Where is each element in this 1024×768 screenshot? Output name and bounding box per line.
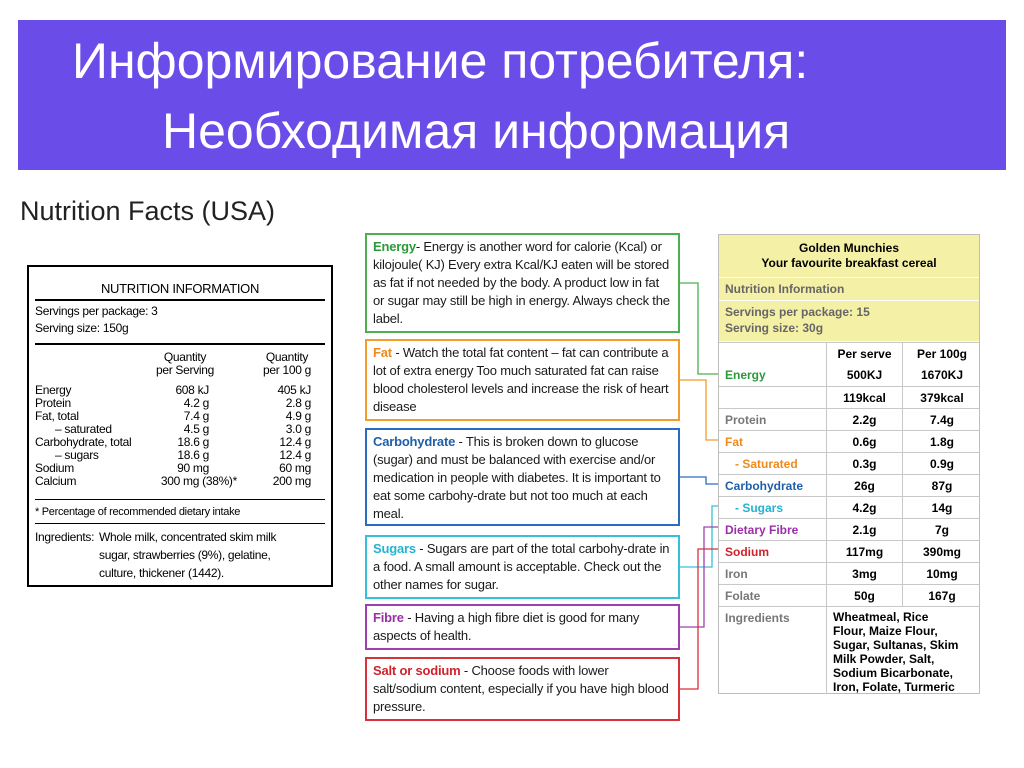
- gm-row-per-serve: 3mg: [827, 563, 903, 584]
- explanation-fibre: [365, 604, 680, 650]
- explanation-text: - Choose foods with lower salt/sodium content, especially if you have high blood pressure.: [373, 663, 669, 714]
- connector-carbohydrate: [680, 477, 722, 484]
- gm-ingredients-label: Ingredients: [719, 607, 827, 694]
- us-col1-head-2: per Serving: [155, 363, 215, 377]
- explanation-keyword: Carbohydrate: [373, 434, 456, 449]
- title-bar: [18, 20, 1006, 170]
- us-row-name: Carbohydrate, total: [35, 435, 132, 449]
- explanation-energy: [365, 233, 680, 333]
- gm-ingredients-line: Flour, Maize Flour,: [833, 624, 938, 638]
- gm-row-per-100g: 10mg: [926, 566, 958, 581]
- us-col2-head-2: per 100 g: [262, 363, 311, 377]
- us-row-name: Sodium: [35, 461, 74, 475]
- gm-row-name: Sodium: [719, 541, 827, 562]
- gm-row-energy-kj: [719, 364, 979, 386]
- gm-row-name: Fat: [719, 431, 827, 452]
- gm-row-name: Folate: [719, 585, 827, 606]
- gm-row-per-serve: 117mg: [827, 541, 903, 562]
- gm-col-per-serve: Per serve: [827, 343, 903, 364]
- us-col1-head-1: Quantity: [163, 350, 207, 364]
- explanation-carbohydrate: [365, 428, 680, 526]
- gm-row-per-serve: 50g: [827, 585, 903, 606]
- us-col2-head-1: Quantity: [265, 350, 309, 364]
- explanation-text: - Having a high fibre diet is good for many aspects of health.: [373, 610, 640, 643]
- gm-row-per-100g: 379kcal: [920, 390, 964, 405]
- gm-servings: [719, 301, 979, 341]
- gm-row-folate: [719, 584, 979, 606]
- gm-header-blank: [719, 343, 827, 364]
- us-row-name: Calcium: [35, 474, 77, 488]
- gm-product-tagline: Your favourite breakfast cereal: [761, 256, 937, 270]
- gm-row-sugars: [719, 496, 979, 518]
- us-row-name: – saturated: [55, 422, 112, 436]
- us-row-name: Fat, total: [35, 409, 79, 423]
- explanation-keyword: Salt or sodium: [373, 663, 461, 678]
- gm-ingredients-line: Iron, Folate, Turmeric: [833, 680, 955, 694]
- us-row-per-serving: 608 kJ: [175, 383, 209, 397]
- connector-sugars: [680, 506, 722, 567]
- us-row-per-100g: 200 mg: [272, 474, 311, 488]
- us-row-per-100g: 3.0 g: [285, 422, 311, 436]
- gm-row-name: Dietary Fibre: [719, 519, 827, 540]
- gm-row-per-serve: 0.6g: [827, 431, 903, 452]
- gm-row-per-100g: 7.4g: [929, 412, 954, 427]
- gm-row-name: [719, 387, 827, 408]
- gm-row-name: Carbohydrate: [719, 475, 827, 496]
- gm-ingredients-line: Sodium Bicarbonate,: [833, 666, 954, 680]
- gm-row-name: Energy: [719, 364, 827, 386]
- us-row-per-serving: 300 mg (38%)*: [160, 474, 237, 488]
- us-row-per-serving: 7.4 g: [183, 409, 209, 423]
- gm-servings-per-package: Servings per package: 15: [725, 305, 870, 319]
- gm-ingredients-line: Wheatmeal, Rice: [833, 610, 929, 624]
- us-label-rule: [35, 343, 325, 345]
- us-row-per-100g: 4.9 g: [285, 409, 311, 423]
- gm-nutrition-info: Nutrition Information: [719, 278, 979, 300]
- gm-row-name: - Saturated: [719, 453, 827, 474]
- connector-energy: [680, 283, 722, 374]
- us-label-rule: [35, 299, 325, 301]
- gm-row-sodium: [719, 540, 979, 562]
- gm-row-iron: [719, 562, 979, 584]
- us-row-name: – sugars: [55, 448, 99, 462]
- gm-row-per-100g: 1670KJ: [920, 368, 964, 382]
- gm-row-dietary-fibre: [719, 518, 979, 540]
- us-row-per-100g: 12.4 g: [279, 435, 311, 449]
- us-serving-size: Serving size: 150g: [35, 321, 129, 335]
- explanation-text: - Sugars are part of the total carbohy-drate in a food. A small amount is acceptable. Check out the other names for sugar.: [373, 541, 670, 592]
- gm-ingredients-text: [833, 610, 979, 694]
- gm-row-per-100g: 167g: [928, 588, 956, 603]
- us-label-title: NUTRITION INFORMATION: [100, 281, 260, 296]
- us-row-per-100g: 60 mg: [279, 461, 311, 475]
- gm-row-energy-kcal: [719, 386, 979, 408]
- gm-row-per-serve: 2.2g: [827, 409, 903, 430]
- us-row-per-100g: 12.4 g: [279, 448, 311, 462]
- gm-row-fat: [719, 430, 979, 452]
- us-row-per-serving: 18.6 g: [177, 435, 209, 449]
- slide-title-line2: Необходимая информация: [162, 103, 791, 159]
- explanation-fat: [365, 339, 680, 421]
- gm-row-saturated: [719, 452, 979, 474]
- gm-row-protein: [719, 408, 979, 430]
- gm-row-per-100g: 1.8g: [929, 434, 954, 449]
- gm-column-header-row: [719, 342, 979, 364]
- slide-subtitle: Nutrition Facts (USA): [20, 196, 276, 226]
- explanation-keyword: Fat: [373, 345, 392, 360]
- explanation-text: - Energy is another word for calorie (Kcal) or kilojoule( KJ) Every extra Kcal/KJ eaten will be stored as fat if not needed by the body. A product low in fat or sugar may still be high in energy. Always check the label.: [373, 239, 670, 326]
- us-ingredients-line: culture, thickener (1442).: [99, 566, 224, 580]
- explanation-salt-sodium: [365, 657, 680, 721]
- gm-product-name: Golden Munchies: [798, 241, 899, 255]
- connector-fat: [680, 380, 722, 440]
- gm-serving-size: Serving size: 30g: [725, 321, 824, 335]
- us-label-rule: [35, 499, 325, 500]
- gm-row-per-100g: 87g: [931, 478, 953, 493]
- gm-row-ingredients: [719, 606, 979, 694]
- us-row-per-serving: 4.5 g: [183, 422, 209, 436]
- gm-row-per-100g: 7g: [934, 522, 949, 537]
- gm-row-name: - Sugars: [719, 497, 827, 518]
- us-nutrition-label: [27, 265, 333, 587]
- slide-title-line1: Информирование потребителя:: [72, 33, 809, 89]
- us-row-per-100g: 405 kJ: [277, 383, 311, 397]
- explanation-text: - This is broken down to glucose (sugar) and must be balanced with exercise and/or medication in people with diabetes. It is important to eat some carbohy-drate but not too much at each meal.: [373, 434, 661, 521]
- us-row-per-serving: 18.6 g: [177, 448, 209, 462]
- gm-row-per-100g: 0.9g: [929, 456, 954, 471]
- connector-fibre: [680, 527, 722, 627]
- explanation-sugars: [365, 535, 680, 599]
- us-row-name: Protein: [35, 396, 71, 410]
- gm-row-per-serve: 0.3g: [827, 453, 903, 474]
- explanation-keyword: Energy: [373, 239, 416, 254]
- us-servings-per-package: Servings per package: 3: [35, 304, 158, 318]
- us-ingredients-label: Ingredients:: [35, 530, 95, 544]
- us-row-name: Energy: [35, 383, 72, 397]
- us-ingredients-line: Whole milk, concentrated skim milk: [99, 530, 277, 544]
- gm-row-name: Protein: [719, 409, 827, 430]
- gm-ingredients-line: Sugar, Sultanas, Skim: [833, 638, 959, 652]
- us-row-per-100g: 2.8 g: [285, 396, 311, 410]
- us-ingredients-line: sugar, strawberries (9%), gelatine,: [99, 548, 271, 562]
- explanation-text: - Watch the total fat content – fat can contribute a lot of extra energy Too much saturated fat can raise blood cholesterol levels and increase the risk of heart disease: [373, 345, 669, 414]
- gm-row-per-serve: 2.1g: [827, 519, 903, 540]
- gm-row-per-serve: 26g: [827, 475, 903, 496]
- us-row-per-serving: 4.2 g: [183, 396, 209, 410]
- gm-row-per-100g: 14g: [931, 500, 953, 515]
- gm-col-per-100g: Per 100g: [916, 346, 968, 361]
- gm-ingredients-line: Milk Powder, Salt,: [833, 652, 935, 666]
- us-label-rule: [35, 523, 325, 524]
- gm-row-per-100g: 390mg: [922, 544, 962, 559]
- gm-row-carbohydrate: [719, 474, 979, 496]
- golden-munchies-label: [718, 234, 980, 694]
- gm-row-per-serve: 500KJ: [827, 364, 903, 386]
- gm-row-name: Iron: [719, 563, 827, 584]
- gm-row-per-serve: 4.2g: [827, 497, 903, 518]
- us-footnote: * Percentage of recommended dietary intake: [35, 506, 241, 518]
- us-row-per-serving: 90 mg: [177, 461, 209, 475]
- connector-sodium: [680, 549, 722, 689]
- explanation-keyword: Sugars: [373, 541, 416, 556]
- gm-header: [719, 235, 979, 277]
- explanation-keyword: Fibre: [373, 610, 404, 625]
- gm-row-per-serve: 119kcal: [827, 387, 903, 408]
